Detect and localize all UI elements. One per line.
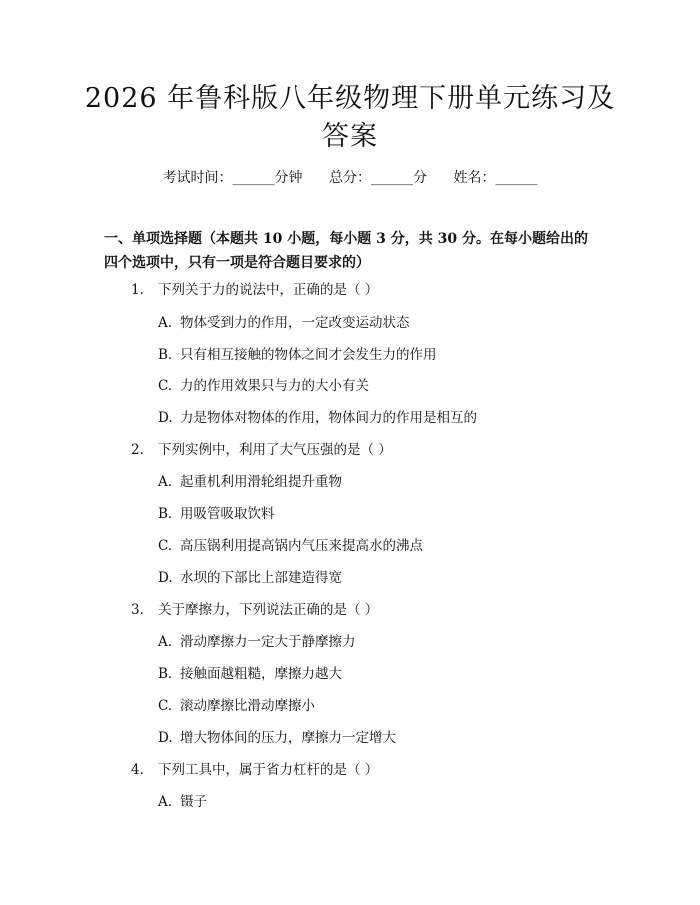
option-text: 只有相互接触的物体之间才会发生力的作用 (180, 347, 437, 363)
option-letter: D. (158, 730, 173, 746)
option-text: 用吸管吸取饮料 (180, 506, 275, 522)
option-text: 滑动摩擦力一定大于静摩擦力 (180, 634, 356, 650)
option-text: 水坝的下部比上部建造得宽 (180, 570, 342, 586)
question-number: 1. (131, 282, 144, 298)
exam-info-line (0, 168, 700, 188)
option-text: 物体受到力的作用，一定改变运动状态 (180, 315, 410, 331)
option-letter: B. (158, 666, 173, 682)
document-title: 2026 年鲁科版八年级物理下册单元练习及答案 (84, 83, 616, 152)
question-text: 关于摩擦力，下列说法正确的是（ ） (158, 602, 379, 618)
option-letter: B. (158, 506, 173, 522)
question-text: 下列工具中，属于省力杠杆的是（ ） (158, 762, 379, 778)
option-text: 力的作用效果只与力的大小有关 (180, 378, 369, 394)
option-letter: D. (158, 410, 173, 426)
total-score-field: 总分：______分 (329, 170, 427, 186)
question-text: 下列关于力的说法中，正确的是（ ） (158, 282, 379, 298)
question-number: 4. (131, 762, 144, 778)
option-text: 高压锅利用提高锅内气压来提高水的沸点 (180, 538, 423, 554)
exam-time-field: 考试时间：______分钟 (162, 170, 303, 186)
question-number: 2. (131, 442, 144, 458)
question-text: 下列实例中，利用了大气压强的是（ ） (158, 442, 392, 458)
student-name-field: 姓名：______ (453, 170, 538, 186)
option-text: 起重机利用滑轮组提升重物 (180, 474, 342, 490)
option-letter: A. (158, 634, 173, 650)
section-heading: 一、单项选择题（本题共 10 小题，每小题 3 分，共 30 分。在每小题给出的四个选项中，只有一项是符合题目要求的） (104, 231, 588, 271)
option-text: 增大物体间的压力，摩擦力一定增大 (180, 730, 396, 746)
option-text: 滚动摩擦比滑动摩擦小 (180, 698, 315, 714)
option-letter: A. (158, 315, 173, 331)
option-letter: A. (158, 794, 173, 810)
option-letter: C. (158, 538, 173, 554)
option-letter: C. (158, 698, 173, 714)
question-number: 3. (131, 602, 144, 618)
option-text: 接触面越粗糙，摩擦力越大 (180, 666, 342, 682)
option-letter: C. (158, 378, 173, 394)
option-letter: A. (158, 474, 173, 490)
option-letter: D. (158, 570, 173, 586)
option-letter: B. (158, 347, 173, 363)
option-text: 镊子 (180, 794, 207, 810)
option-text: 力是物体对物体的作用，物体间力的作用是相互的 (180, 410, 477, 426)
